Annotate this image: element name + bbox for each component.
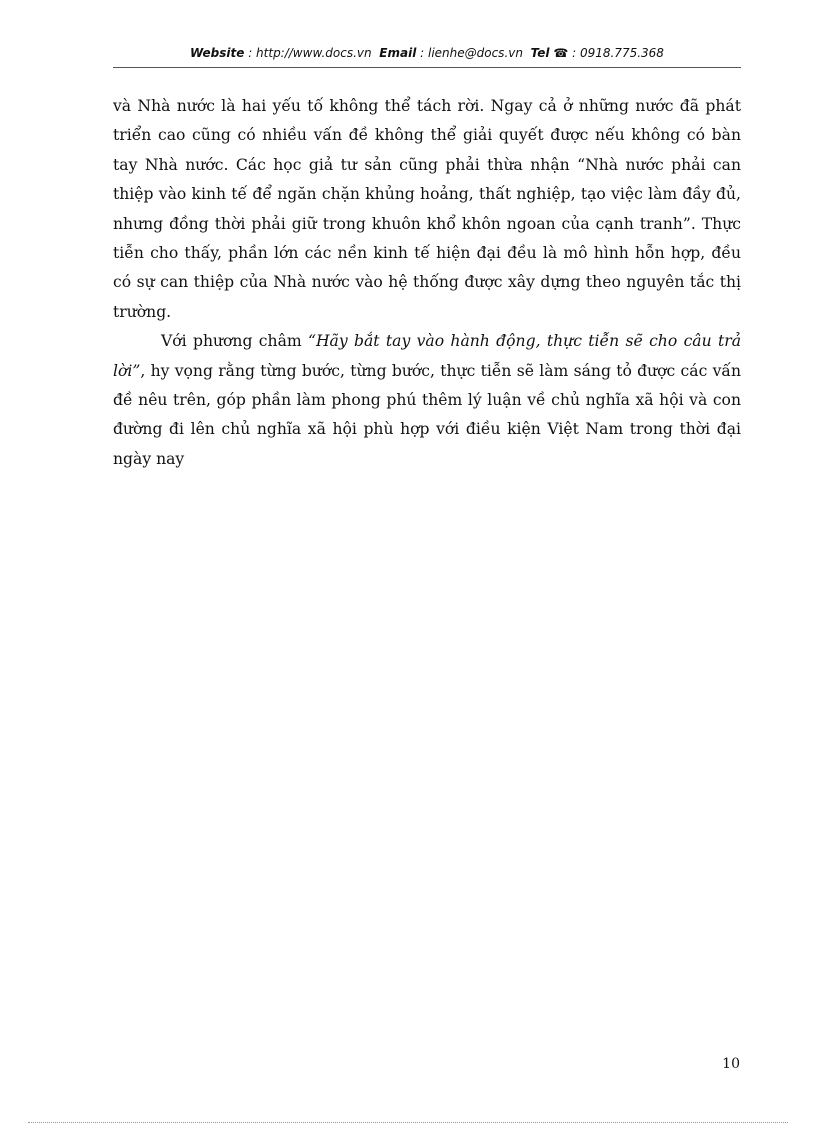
tel-separator: :	[568, 46, 580, 60]
paragraph-2-rest: , hy vọng rằng từng bước, từng bước, thực tiễn sẽ làm sáng tỏ được các vấn đề nêu trên, góp phần làm phong phú thêm lý luận về chủ nghĩa xã hội và con đường đi lên chủ nghĩa xã hội phù hợp với điều kiện Việt Nam trong thời đại ngày nay	[113, 361, 741, 468]
email-separator: :	[416, 46, 428, 60]
website-link[interactable]: http://www.docs.vn	[256, 46, 372, 60]
header-divider	[113, 67, 741, 68]
document-body	[113, 92, 741, 474]
paragraph-2	[113, 327, 741, 474]
page-header	[113, 46, 741, 68]
website-separator: :	[244, 46, 257, 60]
email-link[interactable]: lienhe@docs.vn	[427, 46, 523, 60]
paragraph-2-lead: Với phương châm	[161, 332, 308, 351]
paragraph-2-quote: “Hãy bắt tay vào hành động, thực tiễn sẽ cho câu trả lời”	[113, 332, 741, 380]
website-label: Website	[190, 46, 245, 60]
phone-icon: ☎	[553, 46, 569, 60]
page-number: 10	[722, 1056, 740, 1072]
tel-label: Tel	[530, 46, 550, 60]
tel-value: 0918.775.368	[579, 46, 664, 60]
email-label: Email	[379, 46, 417, 60]
paragraph-1: và Nhà nước là hai yếu tố không thể tách rời. Ngay cả ở những nước đã phát triển cao cũng có nhiều vấn đề không thể giải quyết được nếu không có bàn tay Nhà nước. Các học giả tư sản cũng phải thừa nhận “Nhà nước phải can thiệp vào kinh tế để ngăn chặn khủng hoảng, thất nghiệp, tạo việc làm đầy đủ, nhưng đồng thời phải giữ trong khuôn khổ khôn ngoan của cạnh tranh”. Thực tiễn cho thấy, phần lớn các nền kinh tế hiện đại đều là mô hình hỗn hợp, đều có sự can thiệp của Nhà nước vào hệ thống được xây dựng theo nguyên tắc thị trường.	[113, 97, 741, 321]
